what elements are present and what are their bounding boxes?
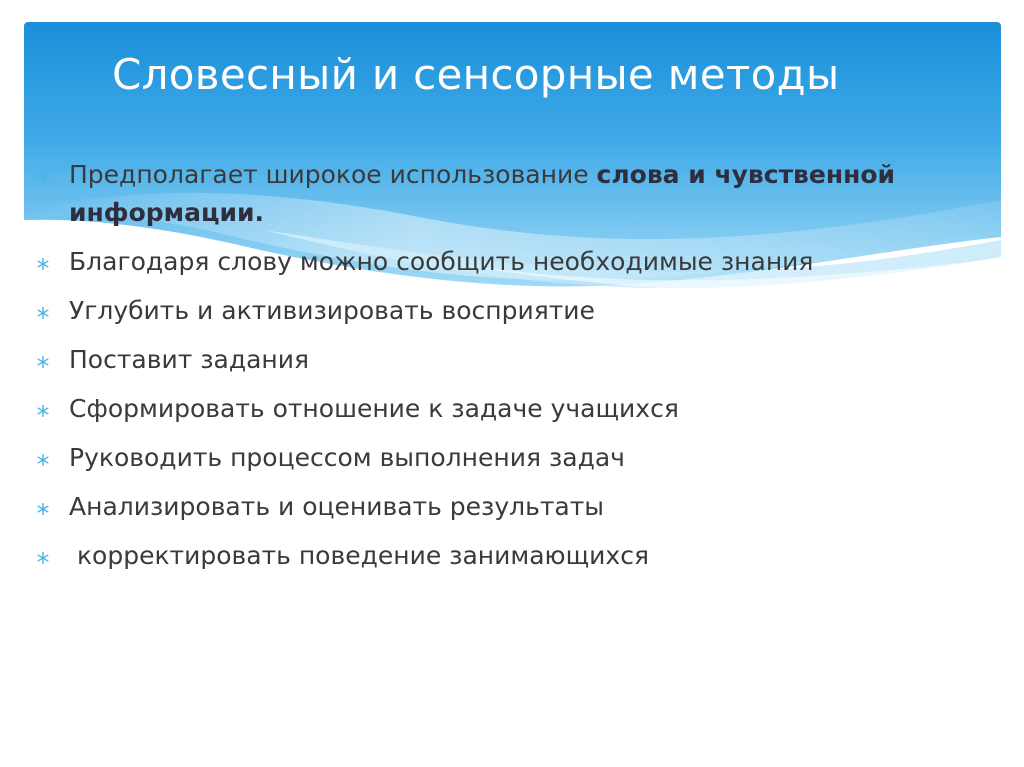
snowflake-icon [37,156,53,194]
bullet-text: Анализировать и оценивать результаты [69,492,605,521]
snowflake-icon [37,341,53,379]
slide-title: Словесный и сенсорные методы [112,50,840,99]
list-item [24,156,1001,232]
snowflake-icon [37,390,53,428]
list-item [24,488,1001,526]
bullet-text: Сформировать отношение к задаче учащихся [69,394,679,423]
bullet-text: Благодаря слову можно сообщить необходимые знания [69,247,814,276]
slide [24,22,1001,749]
bullet-text: Руководить процессом выполнения задач [69,443,625,472]
list-item [24,243,1001,281]
bullet-text: Поставит задания [69,345,310,374]
snowflake-icon [37,537,53,575]
list-item [24,537,1001,575]
snowflake-icon [37,439,53,477]
list-item [24,341,1001,379]
list-item [24,292,1001,330]
bullet-emphasis: слова и чувственной информации. [69,160,896,227]
bullet-text: Углубить и активизировать восприятие [69,296,595,325]
snowflake-icon [37,488,53,526]
list-item [24,390,1001,428]
list-item [24,439,1001,477]
snowflake-icon [37,243,53,281]
bullet-text: Предполагает широкое использование [69,160,597,189]
bullet-list [24,156,1001,586]
bullet-text: корректировать поведение занимающихся [69,541,649,570]
snowflake-icon [37,292,53,330]
